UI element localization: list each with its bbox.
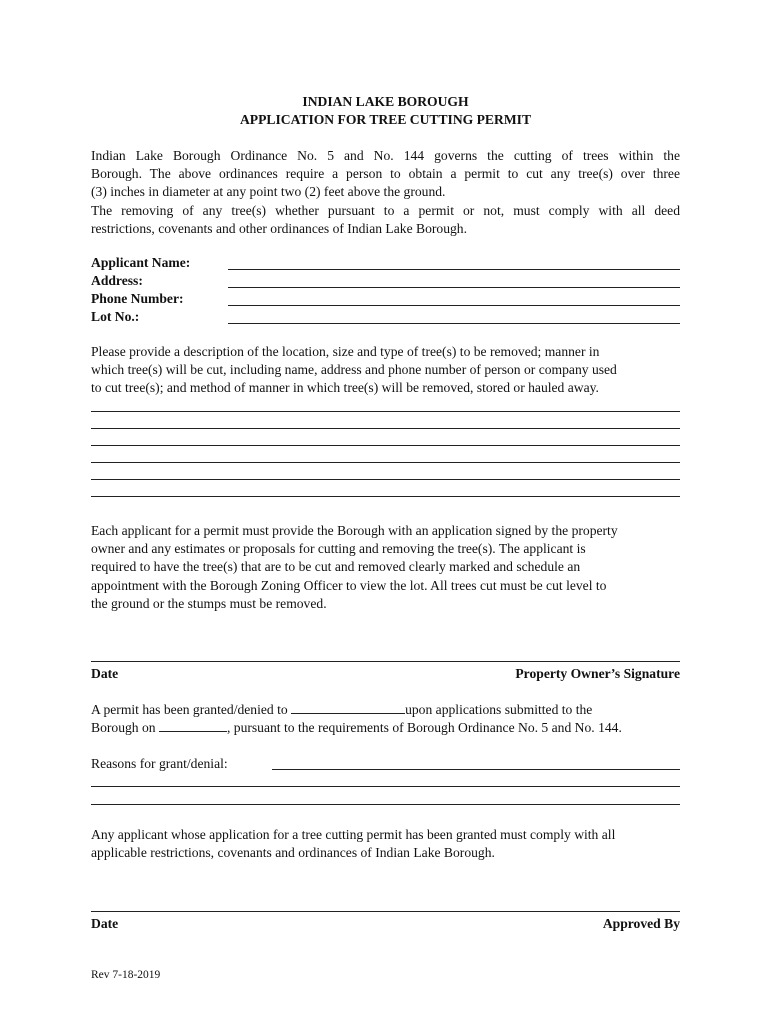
reasons-row — [91, 755, 680, 773]
intro-line: Indian Lake Borough Ordinance No. 5 and No. 144 governs the cutting of trees within the — [91, 148, 680, 163]
grant-statement — [91, 701, 680, 737]
requirements-line: owner and any estimates or proposals for cutting and removing the tree(s). The applicant is — [91, 541, 586, 557]
description-answer-line[interactable] — [91, 446, 680, 463]
grant-line — [91, 719, 680, 737]
applicant-fields — [91, 254, 680, 326]
grant-text: A permit has been granted/denied to — [91, 702, 292, 717]
intro-paragraph — [91, 147, 680, 238]
permit-title-heading: APPLICATION FOR TREE CUTTING PERMIT — [239, 112, 532, 127]
reasons-label: Reasons for grant/denial: — [91, 756, 228, 771]
permit-application-page — [91, 0, 680, 1024]
requirements-line: Each applicant for a permit must provide the Borough with an application signed by the property — [91, 523, 618, 538]
requirements-line: the ground or the stumps must be removed. — [91, 595, 327, 611]
compliance-line: applicable restrictions, covenants and ordinances of Indian Lake Borough. — [91, 845, 495, 861]
approved-by-label: Approved By — [602, 916, 680, 931]
address-label: Address: — [91, 273, 143, 288]
intro-line: The removing of any tree(s) whether pursuant to a permit or not, must comply with all deed — [91, 202, 680, 218]
address-row — [91, 272, 680, 290]
requirements-paragraph — [91, 522, 680, 613]
lot-number-row — [91, 308, 680, 326]
intro-line: (3) inches in diameter at any point two (2) feet above the ground. — [91, 184, 446, 200]
revision-footer: Rev 7-18-2019 — [91, 969, 161, 981]
description-answer-line[interactable] — [91, 480, 680, 497]
borough-name-heading: INDIAN LAKE BOROUGH — [302, 94, 469, 109]
description-line: Please provide a description of the location, size and type of tree(s) to be removed; manner in — [91, 344, 600, 359]
intro-line: restrictions, covenants and other ordinances of Indian Lake Borough. — [91, 220, 467, 236]
grant-date-blank[interactable] — [159, 719, 227, 732]
phone-number-label: Phone Number: — [91, 291, 184, 306]
grant-text: Borough on — [91, 720, 159, 736]
owner-signature-line[interactable] — [91, 661, 680, 662]
reasons-field[interactable] — [272, 769, 680, 770]
description-instructions — [91, 343, 680, 398]
applicant-name-label: Applicant Name: — [91, 255, 191, 270]
lot-number-label: Lot No.: — [91, 309, 140, 324]
phone-number-field[interactable] — [228, 305, 680, 306]
reasons-answer-line[interactable] — [91, 787, 680, 805]
requirements-line: appointment with the Borough Zoning Officer to view the lot. All trees cut must be cut level to — [91, 577, 607, 593]
description-answer-line[interactable] — [91, 412, 680, 429]
description-line: which tree(s) will be cut, including name, address and phone number of person or company used — [91, 362, 617, 378]
property-owner-signature-label: Property Owner’s Signature — [515, 666, 680, 681]
document-title — [91, 93, 680, 129]
description-answer-area[interactable] — [91, 411, 680, 497]
description-line: to cut tree(s); and method of manner in which tree(s) will be removed, stored or hauled away. — [91, 380, 599, 396]
applicant-name-field[interactable] — [228, 269, 680, 270]
grant-text: , pursuant to the requirements of Borough Ordinance No. 5 and No. 144. — [226, 720, 622, 736]
compliance-paragraph — [91, 826, 680, 862]
applicant-name-row — [91, 254, 680, 272]
owner-date-label: Date — [91, 666, 119, 681]
grant-line — [91, 701, 680, 719]
grant-text: upon applications submitted to the — [405, 702, 593, 717]
description-answer-line[interactable] — [91, 463, 680, 480]
approval-date-label: Date — [91, 916, 119, 931]
reasons-answer-area[interactable] — [91, 786, 680, 805]
requirements-line: required to have the tree(s) that are to be cut and removed clearly marked and schedule an — [91, 559, 581, 575]
lot-number-field[interactable] — [228, 323, 680, 324]
approval-signature-line[interactable] — [91, 911, 680, 912]
description-answer-line[interactable] — [91, 429, 680, 446]
phone-number-row — [91, 290, 680, 308]
address-field[interactable] — [228, 287, 680, 288]
grantee-blank[interactable] — [291, 701, 405, 714]
intro-line: Borough. The above ordinances require a person to obtain a permit to cut any tree(s) over three — [91, 166, 680, 182]
compliance-line: Any applicant whose application for a tree cutting permit has been granted must comply with all — [91, 827, 616, 842]
